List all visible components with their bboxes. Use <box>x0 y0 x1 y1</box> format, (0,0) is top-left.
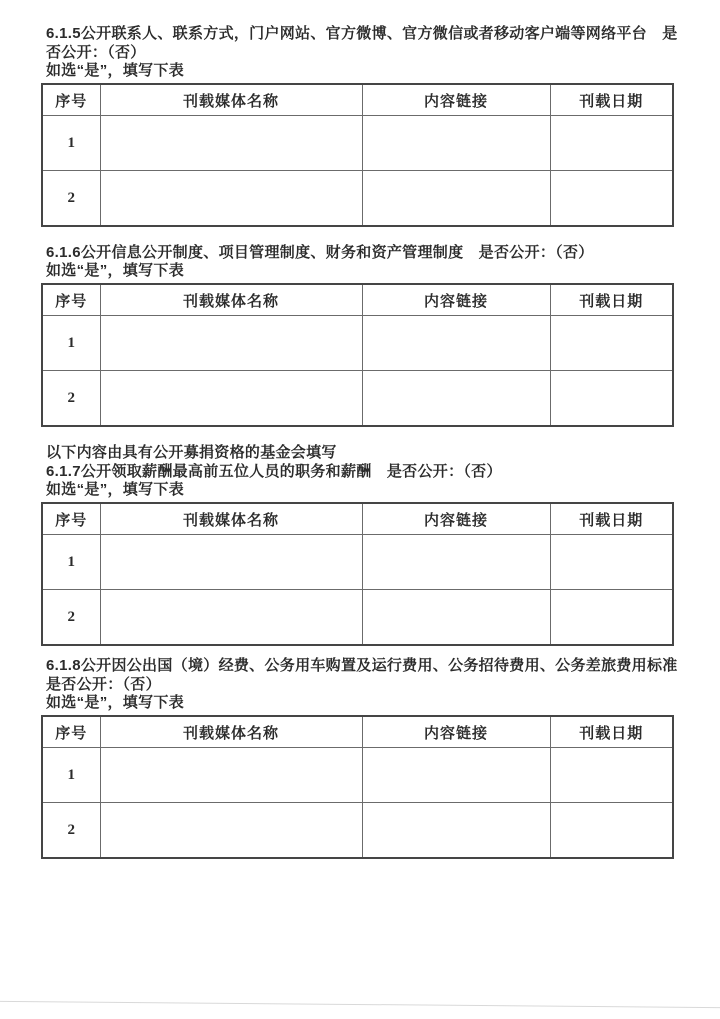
table-header-row <box>42 716 673 748</box>
table-row <box>42 748 673 803</box>
row-number: 1 <box>42 116 100 171</box>
table-row <box>42 316 673 371</box>
table-row <box>42 535 673 590</box>
row-number: 1 <box>42 316 100 371</box>
cell-media-name <box>100 535 362 590</box>
table-row <box>42 371 673 427</box>
fill-note: 如选“是”，填写下表 <box>46 62 185 79</box>
col-header-index: 序号 <box>42 284 100 316</box>
col-header-index: 序号 <box>42 84 100 116</box>
cell-content-link <box>362 590 550 646</box>
table-row <box>42 590 673 646</box>
fill-note: 如选“是”，填写下表 <box>46 694 185 711</box>
col-header-media-name: 刊载媒体名称 <box>100 503 362 535</box>
col-header-content-link: 内容链接 <box>362 84 550 116</box>
cell-media-name <box>100 590 362 646</box>
col-header-publish-date: 刊载日期 <box>550 503 673 535</box>
section-6-1-6 <box>41 243 690 427</box>
table-row <box>42 171 673 227</box>
section-heading: 6.1.6公开信息公开制度、项目管理制度、财务和资产管理制度 是否公开：（否） <box>46 244 594 261</box>
cell-media-name <box>100 316 362 371</box>
media-table-6-1-8 <box>41 715 674 859</box>
section-heading: 6.1.7公开领取薪酬最高前五位人员的职务和薪酬 是否公开：（否） <box>46 463 502 480</box>
col-header-content-link: 内容链接 <box>362 284 550 316</box>
table-header-row <box>42 84 673 116</box>
section-heading: 6.1.5公开联系人、联系方式，门户网站、官方微博、官方微信或者移动客户端等网络平台 是否公开：（否） <box>46 25 678 61</box>
cell-media-name <box>100 371 362 427</box>
col-header-media-name: 刊载媒体名称 <box>100 716 362 748</box>
cell-publish-date <box>550 371 673 427</box>
row-number: 2 <box>42 371 100 427</box>
section-6-1-5 <box>41 24 690 227</box>
cell-media-name <box>100 748 362 803</box>
section-6-1-8 <box>41 656 693 859</box>
table-header-row <box>42 503 673 535</box>
row-number: 2 <box>42 803 100 859</box>
col-header-publish-date: 刊载日期 <box>550 716 673 748</box>
cell-publish-date <box>550 535 673 590</box>
col-header-publish-date: 刊载日期 <box>550 284 673 316</box>
fill-note: 如选“是”，填写下表 <box>46 262 185 279</box>
cell-content-link <box>362 371 550 427</box>
media-table-6-1-5 <box>41 83 674 227</box>
cell-content-link <box>362 748 550 803</box>
cell-publish-date <box>550 116 673 171</box>
fill-note: 如选“是”，填写下表 <box>46 481 185 498</box>
cell-publish-date <box>550 590 673 646</box>
cell-content-link <box>362 316 550 371</box>
table-header-row <box>42 284 673 316</box>
table-row <box>42 803 673 859</box>
cell-media-name <box>100 116 362 171</box>
col-header-index: 序号 <box>42 503 100 535</box>
media-table-6-1-6 <box>41 283 674 427</box>
col-header-media-name: 刊载媒体名称 <box>100 84 362 116</box>
foundation-preface: 以下内容由具有公开募捐资格的基金会填写 <box>46 444 337 461</box>
col-header-content-link: 内容链接 <box>362 716 550 748</box>
col-header-media-name: 刊载媒体名称 <box>100 284 362 316</box>
cell-content-link <box>362 171 550 227</box>
media-table-6-1-7 <box>41 502 674 646</box>
row-number: 1 <box>42 748 100 803</box>
scan-artifact-line <box>0 1001 720 1008</box>
col-header-index: 序号 <box>42 716 100 748</box>
cell-publish-date <box>550 803 673 859</box>
cell-media-name <box>100 171 362 227</box>
cell-content-link <box>362 803 550 859</box>
cell-media-name <box>100 803 362 859</box>
table-row <box>42 116 673 171</box>
section-heading: 6.1.8公开因公出国（境）经费、公务用车购置及运行费用、公务招待费用、公务差旅费用标准 是否公开：（否） <box>46 657 693 693</box>
row-number: 1 <box>42 535 100 590</box>
cell-publish-date <box>550 748 673 803</box>
row-number: 2 <box>42 171 100 227</box>
cell-publish-date <box>550 171 673 227</box>
row-number: 2 <box>42 590 100 646</box>
cell-content-link <box>362 116 550 171</box>
section-6-1-7 <box>41 443 690 646</box>
col-header-publish-date: 刊载日期 <box>550 84 673 116</box>
col-header-content-link: 内容链接 <box>362 503 550 535</box>
cell-content-link <box>362 535 550 590</box>
cell-publish-date <box>550 316 673 371</box>
